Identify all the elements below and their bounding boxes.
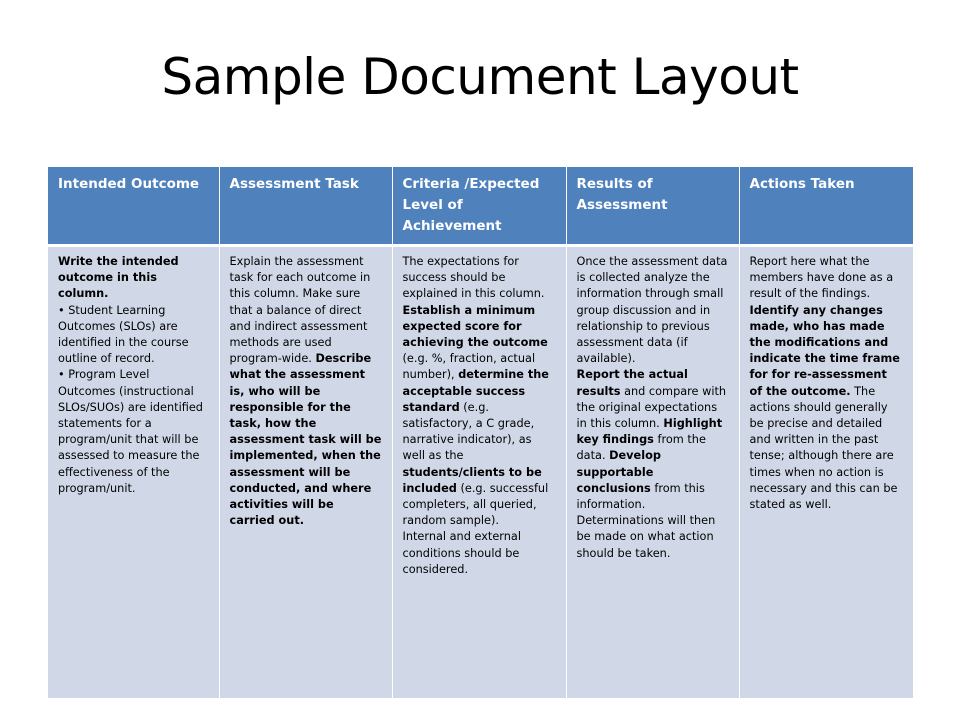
header-actions-taken: Actions Taken — [739, 167, 913, 246]
cell-assessment-task — [219, 246, 392, 699]
cell-actions-taken — [739, 246, 913, 699]
slide-title: Sample Document Layout — [161, 48, 799, 106]
cell-text-run: • Student Learning Outcomes (SLOs) are identified in the course outline of record. — [58, 303, 189, 366]
cell-text-run: Highlight key findings — [576, 417, 723, 447]
cell-text-run: Once the assessment data is collected analyze the information through small group discussion and in relationship to previous assessment data (if available). — [576, 255, 728, 366]
header-intended-outcome: Intended Outcome — [48, 167, 219, 246]
cell-text-run: Internal and external conditions should be considered. — [402, 530, 521, 576]
outcomes-table — [48, 167, 913, 698]
cell-text-run: Establish a minimum expected score for achieving the outcome — [402, 303, 548, 350]
table-row — [48, 246, 913, 699]
header-results: Results of Assessment — [566, 167, 739, 246]
cell-text-run: (e.g. successful completers, all queried, random sample). — [402, 481, 549, 528]
cell-text-run: Explain the assessment task for each outcome in this column. Make sure that a balance of direct and indirect assessment methods are used program-wide. — [229, 255, 371, 366]
cell-text-run: Describe what the assessment is, who will be responsible for the task, how the assessment task will be implemented, when the assessment will be conducted, and where activities will be carried out. — [229, 352, 382, 528]
cell-text-run: Identify any changes made, who has made the modifications and indicate the time frame for for re-assessment of the outcome. — [749, 303, 900, 398]
cell-intended-outcome — [48, 246, 219, 699]
cell-text-run: The expectations for success should be explained in this column. — [402, 255, 545, 301]
cell-text-run: determine the acceptable success standard — [402, 368, 549, 414]
cell-text-run: (e.g. %, fraction, actual number), — [402, 352, 536, 382]
header-assessment-task: Assessment Task — [219, 167, 392, 246]
cell-criteria — [392, 246, 566, 699]
cell-text-run: Develop supportable conclusions — [576, 449, 661, 495]
cell-text-run: students/clients to be included — [402, 465, 542, 495]
cell-text-run: Report here what the members have done as a result of the findings. — [749, 255, 894, 301]
cell-text-run: (e.g. satisfactory, a C grade, narrative indicator), as well as the — [402, 400, 535, 463]
cell-text-run: from the data. — [576, 433, 706, 463]
cell-text-run: Write the intended outcome in this column. — [58, 255, 179, 301]
cell-text-run: from this information. Determinations will then be made on what action should be taken. — [576, 481, 716, 560]
cell-text-run: and compare with the original expectations in this column. — [576, 384, 727, 431]
table-header-row — [48, 167, 913, 246]
cell-text-run: The actions should generally be precise and detailed and written in the past tense; although there are times when no action is necessary and this can be stated as well. — [749, 384, 898, 512]
header-criteria: Criteria /Expected Level of Achievement — [392, 167, 566, 246]
cell-text-run: • Program Level Outcomes (instructional SLOs/SUOs) are identified statements for a program/unit that will be assessed to measure the effectiveness of the program/unit. — [58, 368, 203, 495]
cell-text-run: Report the actual results — [576, 368, 688, 398]
cell-results — [566, 246, 739, 699]
